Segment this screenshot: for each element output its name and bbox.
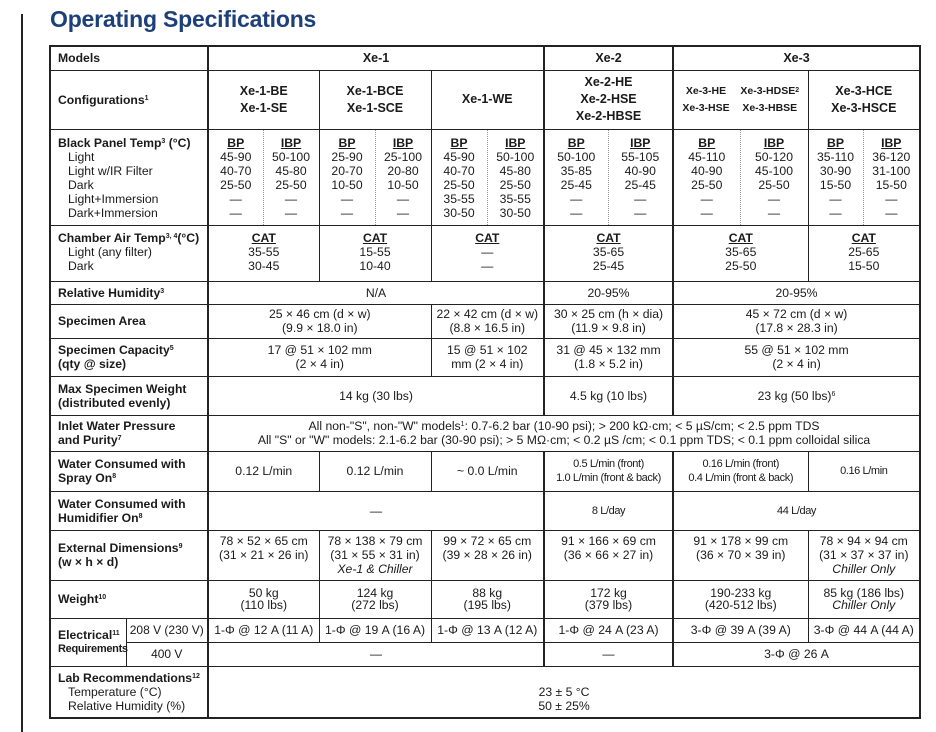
black-panel-col-bp	[808, 129, 863, 225]
black-panel-col-ibp	[263, 129, 319, 225]
max-weight-xe3: 23 kg (50 lbs)$^6$	[673, 376, 920, 415]
chamber-air-value: 35-55	[248, 244, 280, 259]
chamber-air-col-head: CAT	[362, 230, 388, 245]
max-weight-label: Max Specimen Weight (distributed evenly)	[50, 376, 208, 415]
elec-208-xe3-he: 3-Φ @ 39 A (39 A)	[673, 618, 808, 642]
weight-xe1-bce: 124 kg (272 lbs)	[319, 580, 431, 618]
row-black-panel	[50, 129, 920, 225]
black-panel-value: 25-45	[624, 177, 656, 192]
capacity-xe1-we: 15 @ 51 × 102 mm (2 × 4 in)	[431, 338, 544, 376]
black-panel-value: —	[700, 191, 713, 206]
black-panel-value: 50-120	[755, 149, 793, 164]
black-panel-value: —	[229, 191, 242, 206]
config-xe1-be: Xe-1-BE Xe-1-SE	[208, 70, 319, 129]
black-panel-value: 36-120	[872, 149, 911, 164]
black-panel-value: 50-100	[496, 149, 535, 164]
weight-label: Weight$^{10}$	[50, 580, 208, 618]
black-panel-value: —	[340, 205, 354, 220]
black-panel-value: 50-100	[557, 149, 596, 164]
black-panel-value: 20-70	[331, 163, 363, 178]
row-specimen-area	[50, 304, 920, 338]
chamber-air-value: 30-45	[248, 258, 280, 273]
black-panel-col-head: BP	[827, 135, 844, 150]
chamber-air-col-head: CAT	[596, 230, 621, 245]
rh-xe1: N/A	[208, 281, 544, 304]
black-panel-value: 40-70	[443, 163, 475, 178]
black-panel-value: 25-45	[560, 177, 592, 192]
electrical-label: Electrical$^{11}$ Requirements	[50, 618, 126, 666]
chamber-air-value: 15-50	[848, 258, 880, 273]
max-weight-xe2: 4.5 kg (10 lbs)	[544, 376, 673, 415]
water-spray-xe3-he: 0.16 L/min (front) 0.4 L/min (front & back)	[673, 451, 808, 491]
elec-208-xe1-we: 1-Φ @ 13 A (12 A)	[431, 618, 544, 642]
black-panel-col-head: IBP	[280, 135, 302, 150]
black-panel-value: 35-55	[499, 191, 531, 206]
black-panel-value: 25-50	[758, 177, 790, 192]
weight-xe3-hce: 85 kg (186 lbs) Chiller Only	[808, 580, 920, 618]
black-panel-value: 10-50	[387, 177, 419, 192]
lab-label: Lab Recommendations$^{12}$ Temperature (°C) Relative Humidity (%)	[50, 666, 208, 718]
water-spray-xe3-hce: 0.16 L/min	[808, 451, 920, 491]
black-panel-value: —	[570, 205, 583, 220]
black-panel-value: 25-50	[499, 177, 531, 192]
black-panel-value: 40-90	[691, 163, 723, 178]
model-group-xe3: Xe-3	[673, 46, 920, 70]
black-panel-value: 45-90	[220, 149, 252, 164]
chamber-air-label: Chamber Air Temp$^{3, 4}$(°C) Light (any filter) Dark	[50, 225, 208, 281]
black-panel-value: —	[829, 205, 842, 220]
black-panel-value: 45-80	[275, 163, 307, 178]
row-water-spray	[50, 451, 920, 491]
specimen-area-label: Specimen Area	[50, 304, 208, 338]
black-panel-col-bp	[673, 129, 740, 225]
config-xe2: Xe-2-HE Xe-2-HSE Xe-2-HBSE	[544, 70, 673, 129]
black-panel-col-ibp	[863, 129, 920, 225]
capacity-xe3: 55 @ 51 × 102 mm (2 × 4 in)	[673, 338, 920, 376]
black-panel-col-head: IBP	[763, 135, 785, 150]
row-weight	[50, 580, 920, 618]
row-external-dimensions	[50, 530, 920, 580]
elec-208-xe3-hce: 3-Φ @ 44 A (44 A)	[808, 618, 920, 642]
chamber-air-value: 10-40	[359, 258, 391, 273]
chamber-air-value: 35-65	[725, 244, 757, 259]
black-panel-value: 35-85	[560, 163, 592, 178]
black-panel-value: 50-100	[272, 149, 310, 164]
config-xe1-we: Xe-1-WE	[431, 70, 544, 129]
black-panel-value: 45-110	[688, 149, 726, 164]
elec-208-xe2: 1-Φ @ 24 A (23 A)	[544, 618, 673, 642]
elec-400-xe3: 3-Φ @ 26 A	[673, 642, 920, 666]
config-xe1-bce: Xe-1-BCE Xe-1-SCE	[319, 70, 431, 129]
black-panel-value: 30-50	[499, 205, 531, 220]
black-panel-value: 25-50	[443, 177, 475, 192]
ext-dims-xe1-bce: 78 × 138 × 79 cm (31 × 55 × 31 in) Xe-1 & Chiller	[319, 530, 431, 580]
rh-xe3: 20-95%	[673, 281, 920, 304]
chamber-air-value: —	[481, 258, 494, 273]
black-panel-value: —	[396, 191, 410, 206]
lab-values: 23 ± 5 °C 50 ± 25%	[208, 666, 920, 718]
black-panel-col-bp	[431, 129, 487, 225]
black-panel-value: 25-90	[331, 149, 363, 164]
chamber-air-value: 25-45	[592, 258, 625, 273]
black-panel-value: —	[885, 191, 898, 206]
black-panel-value: 40-90	[624, 163, 656, 178]
elec-208-xe1-be: 1-Φ @ 12 A (11 A)	[208, 618, 319, 642]
black-panel-value: 45-90	[443, 149, 475, 164]
row-max-weight	[50, 376, 920, 415]
black-panel-col-head: IBP	[505, 135, 526, 150]
black-panel-value: —	[767, 205, 781, 220]
weight-xe1-be: 50 kg (110 lbs)	[208, 580, 319, 618]
ext-dims-xe1-be: 78 × 52 × 65 cm (31 × 21 × 26 in)	[208, 530, 319, 580]
chamber-air-value: 35-65	[592, 244, 625, 259]
electrical-208v-label: 208 V (230 V)	[126, 618, 208, 642]
chamber-air-col	[319, 225, 431, 281]
black-panel-col-head: BP	[338, 135, 356, 150]
black-panel-value: 45-80	[499, 163, 531, 178]
water-spray-xe2: 0.5 L/min (front) 1.0 L/min (front & back)	[544, 451, 673, 491]
specimen-area-xe2: 30 × 25 cm (h × dia) (11.9 × 9.8 in)	[544, 304, 673, 338]
black-panel-value: —	[829, 191, 842, 206]
water-spray-label: Water Consumed with Spray On$^8$	[50, 451, 208, 491]
black-panel-col-bp	[319, 129, 375, 225]
black-panel-value: 25-50	[275, 177, 307, 192]
ext-dims-xe1-we: 99 × 72 × 65 cm (39 × 28 × 26 in)	[431, 530, 544, 580]
water-humid-xe1: —	[208, 491, 544, 530]
row-chamber-air	[50, 225, 920, 281]
elec-400-xe1: —	[208, 642, 544, 666]
models-label: Models	[50, 46, 208, 70]
row-models	[50, 46, 920, 70]
chamber-air-value: 25-50	[725, 258, 757, 273]
rh-label: Relative Humidity$^3$	[50, 281, 208, 304]
spec-table	[49, 45, 921, 719]
black-panel-value: 15-50	[819, 177, 852, 192]
black-panel-value: 20-80	[387, 163, 419, 178]
row-water-humidifier	[50, 491, 920, 530]
row-lab-recommendations	[50, 666, 920, 718]
model-group-xe1: Xe-1	[208, 46, 544, 70]
black-panel-col-ibp	[487, 129, 544, 225]
specimen-area-xe1-be-bce: 25 × 46 cm (d × w) (9.9 × 18.0 in)	[208, 304, 431, 338]
black-panel-value: 55-105	[621, 149, 660, 164]
water-spray-xe1-bce: 0.12 L/min	[319, 451, 431, 491]
row-inlet-water	[50, 415, 920, 451]
water-spray-xe1-we: ~ 0.0 L/min	[431, 451, 544, 491]
weight-xe3-he: 190-233 kg (420-512 lbs)	[673, 580, 808, 618]
margin-rule	[21, 14, 23, 732]
black-panel-value: —	[570, 191, 583, 206]
chamber-air-col	[808, 225, 920, 281]
chamber-air-value: —	[481, 244, 494, 259]
black-panel-value: 31-100	[872, 163, 911, 178]
ext-dims-xe2: 91 × 166 × 69 cm (36 × 66 × 27 in)	[544, 530, 673, 580]
specimen-area-xe3: 45 × 72 cm (d × w) (17.8 × 28.3 in)	[673, 304, 920, 338]
black-panel-col-head: BP	[227, 135, 245, 150]
black-panel-value: 35-55	[443, 191, 475, 206]
black-panel-value: —	[634, 191, 647, 206]
max-weight-xe1: 14 kg (30 lbs)	[208, 376, 544, 415]
weight-xe1-we: 88 kg (195 lbs)	[431, 580, 544, 618]
black-panel-value: 15-50	[875, 177, 907, 192]
rh-xe2: 20-95%	[544, 281, 673, 304]
electrical-400v-label: 400 V	[126, 642, 208, 666]
black-panel-col-head: IBP	[630, 135, 651, 150]
page-title: Operating Specifications	[50, 6, 317, 32]
black-panel-value: 30-50	[443, 205, 475, 220]
chamber-air-col	[208, 225, 319, 281]
black-panel-col-ibp	[608, 129, 673, 225]
black-panel-col-ibp	[375, 129, 431, 225]
row-relative-humidity	[50, 281, 920, 304]
elec-400-xe2: —	[544, 642, 673, 666]
black-panel-value: 25-50	[220, 177, 252, 192]
black-panel-col-bp	[208, 129, 263, 225]
black-panel-col-ibp	[740, 129, 808, 225]
black-panel-value: —	[284, 205, 298, 220]
black-panel-col-head: IBP	[392, 135, 414, 150]
weight-xe2: 172 kg (379 lbs)	[544, 580, 673, 618]
row-specimen-capacity	[50, 338, 920, 376]
specimen-capacity-label: Specimen Capacity$^5$ (qty @ size)	[50, 338, 208, 376]
black-panel-col-head: BP	[567, 135, 585, 150]
black-panel-value: —	[340, 191, 354, 206]
ext-dims-xe3-hce: 78 × 94 × 94 cm (31 × 37 × 37 in) Chiller Only	[808, 530, 920, 580]
row-configurations	[50, 70, 920, 129]
config-xe3-hce: Xe-3-HCE Xe-3-HSCE	[808, 70, 920, 129]
chamber-air-value: 15-55	[359, 244, 391, 259]
model-group-xe2: Xe-2	[544, 46, 673, 70]
chamber-air-col	[544, 225, 673, 281]
chamber-air-value: 25-65	[848, 244, 880, 259]
black-panel-col-bp	[544, 129, 608, 225]
black-panel-value: —	[885, 205, 898, 220]
ext-dims-label: External Dimensions$^9$ (w × h × d)	[50, 530, 208, 580]
black-panel-value: 40-70	[220, 163, 252, 178]
water-humid-xe2: 8 L/day	[544, 491, 673, 530]
inlet-water-spec: All non-"S", non-"W" models$^1$: 0.7-6.2 bar (10-90 psi); > 200 kΩ·cm; < 5 µS/cm; < 2.5 ppm TDS All "S" or "W" models: 2.1-6.2 bar (30-90 psi); > 5 MΩ·cm; < 0.2 µS /cm; < 0.1 ppm TDS; < 0.1 ppm colloidal silica	[208, 415, 920, 451]
black-panel-value: —	[634, 205, 647, 220]
elec-208-xe1-bce: 1-Φ @ 19 A (16 A)	[319, 618, 431, 642]
chamber-air-col-head: CAT	[851, 230, 876, 245]
black-panel-value: —	[767, 191, 781, 206]
black-panel-value: 25-50	[691, 177, 723, 192]
black-panel-value: —	[700, 205, 713, 220]
black-panel-value: 10-50	[331, 177, 363, 192]
water-humid-label: Water Consumed with Humidifier On$^8$	[50, 491, 208, 530]
black-panel-value: 30-90	[819, 163, 852, 178]
ext-dims-xe3-he: 91 × 178 × 99 cm (36 × 70 × 39 in)	[673, 530, 808, 580]
black-panel-label: Black Panel Temp$^3$ (°C) Light Light w/IR Filter Dark Light+Immersion Dark+Immersion	[50, 129, 208, 225]
chamber-air-col	[673, 225, 808, 281]
chamber-air-col-head: CAT	[475, 230, 500, 245]
capacity-xe1-be-bce: 17 @ 51 × 102 mm (2 × 4 in)	[208, 338, 431, 376]
black-panel-col-head: IBP	[881, 135, 902, 150]
water-humid-xe3: 44 L/day	[673, 491, 920, 530]
row-electrical-208	[50, 618, 920, 642]
black-panel-col-head: BP	[698, 135, 716, 150]
black-panel-value: 35-110	[816, 149, 855, 164]
black-panel-value: 25-100	[384, 149, 422, 164]
chamber-air-col	[431, 225, 544, 281]
specimen-area-xe1-we: 22 × 42 cm (d × w) (8.8 × 16.5 in)	[431, 304, 544, 338]
black-panel-value: —	[396, 205, 410, 220]
black-panel-value: 45-100	[755, 163, 793, 178]
black-panel-value: —	[229, 205, 242, 220]
black-panel-value: —	[284, 191, 298, 206]
row-electrical-400	[50, 642, 920, 666]
chamber-air-col-head: CAT	[251, 230, 276, 245]
water-spray-xe1-be: 0.12 L/min	[208, 451, 319, 491]
capacity-xe2: 31 @ 45 × 132 mm (1.8 × 5.2 in)	[544, 338, 673, 376]
config-xe3-h: Xe-3-HE Xe-3-HSE Xe-3-HDSE$^2$ Xe-3-HBSE	[673, 70, 808, 129]
black-panel-col-head: BP	[450, 135, 468, 150]
inlet-water-label: Inlet Water Pressure and Purity$^7$	[50, 415, 208, 451]
chamber-air-col-head: CAT	[728, 230, 753, 245]
configurations-label: Configurations$^1$	[50, 70, 208, 129]
